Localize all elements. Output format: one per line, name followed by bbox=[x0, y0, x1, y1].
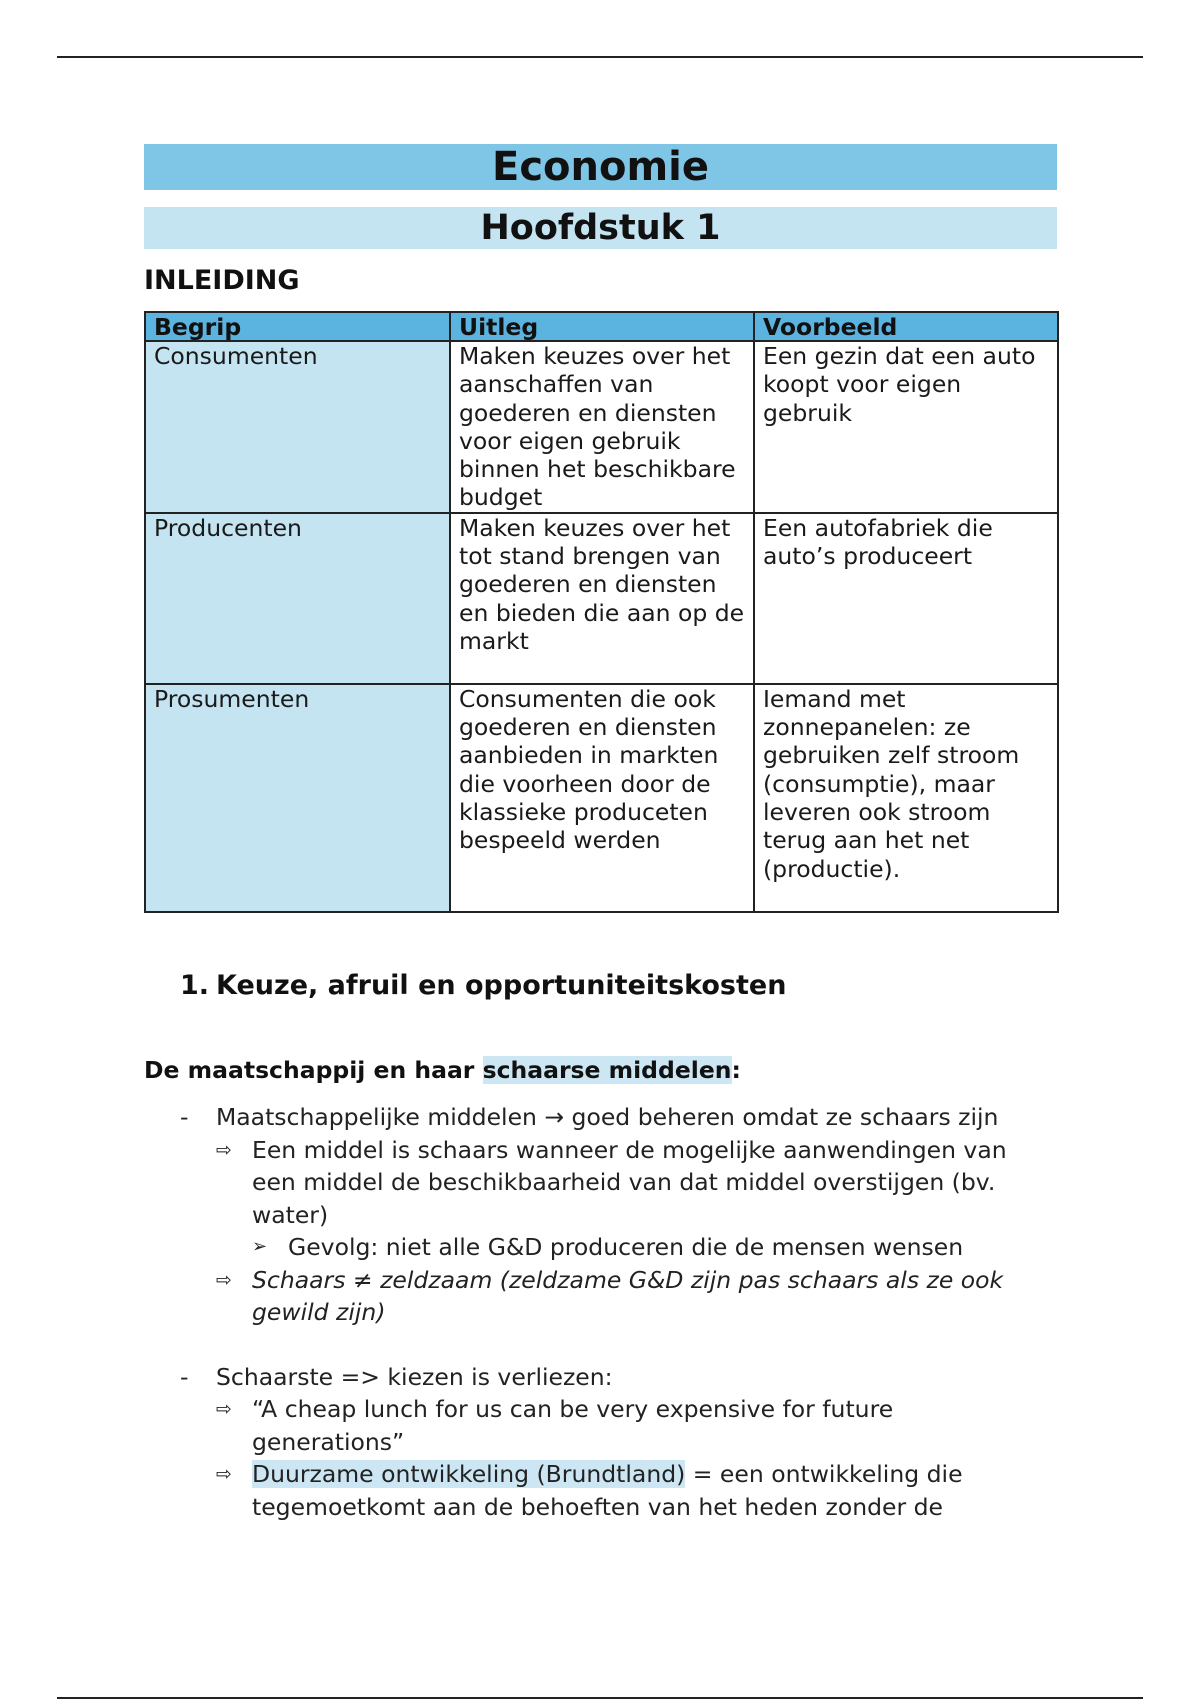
list-item-continuation: gewild zijn) bbox=[252, 1298, 386, 1326]
term-cell: Prosumenten bbox=[145, 684, 450, 912]
list-item bbox=[144, 1134, 1064, 1167]
list-item-continuation: water) bbox=[252, 1200, 329, 1229]
chapter-heading bbox=[180, 968, 786, 1004]
arrow-bullet-icon: ⇨ bbox=[216, 1398, 232, 1420]
list-item-text: Een middel is schaars wanneer de mogelijke aanwendingen van bbox=[252, 1135, 1007, 1164]
header-rule bbox=[57, 56, 1143, 58]
column-header-uitleg: Uitleg bbox=[450, 312, 754, 341]
list-item-text: Gevolg: niet alle G&D produceren die de mensen wensen bbox=[288, 1233, 964, 1261]
arrow-bullet-icon: ⇨ bbox=[216, 1138, 232, 1161]
column-header-begrip: Begrip bbox=[145, 312, 450, 341]
table-header-row bbox=[145, 312, 1058, 341]
table-row bbox=[145, 341, 1058, 513]
arrow-bullet-icon: ⇨ bbox=[216, 1268, 232, 1291]
list-item bbox=[144, 1101, 1064, 1134]
document-subtitle: Hoofdstuk 1 bbox=[144, 207, 1057, 249]
list-item-continuation: een middel de beschikbaarheid van dat middel overstijgen (bv. bbox=[252, 1168, 996, 1196]
list-item-continuation: generations” bbox=[252, 1427, 405, 1456]
list-item-text: = een ontwikkeling die bbox=[685, 1460, 963, 1488]
list-item-continuation: tegemoetkomt aan de behoeften van het heden zonder de bbox=[252, 1492, 944, 1521]
table-row bbox=[145, 513, 1058, 684]
sub-heading-prefix: De maatschappij en haar bbox=[144, 1056, 483, 1084]
dash-bullet-icon: - bbox=[180, 1362, 189, 1391]
explanation-cell: Maken keuzes over het aanschaffen van goederen en diensten voor eigen gebruik binnen het beschikbare budget bbox=[450, 341, 754, 513]
list-item-text: Maatschappelijke middelen → goed beheren omdat ze schaars zijn bbox=[216, 1103, 999, 1131]
document-title: Economie bbox=[144, 144, 1057, 190]
example-cell: Een gezin dat een auto koopt voor eigen gebruik bbox=[754, 341, 1058, 513]
list-item-text: Schaars ≠ zeldzaam (zeldzame G&D zijn pas schaars als ze ook bbox=[252, 1265, 1004, 1294]
list-item bbox=[144, 1458, 1064, 1491]
example-cell: Een autofabriek die auto’s produceert bbox=[754, 513, 1058, 684]
list-item bbox=[144, 1393, 1064, 1426]
list-item-text: Schaarste => kiezen is verliezen: bbox=[216, 1362, 613, 1391]
sub-heading bbox=[144, 1052, 741, 1088]
footer-rule bbox=[57, 1697, 1143, 1699]
arrowhead-bullet-icon: ➢ bbox=[252, 1236, 268, 1257]
explanation-cell: Maken keuzes over het tot stand brengen van goederen en diensten en bieden die aan op de markt bbox=[450, 513, 754, 684]
sub-heading-suffix: : bbox=[731, 1056, 741, 1084]
list-item-text: “A cheap lunch for us can be very expensive for future bbox=[252, 1395, 894, 1423]
chapter-title: Keuze, afruil en opportuniteitskosten bbox=[216, 970, 787, 1001]
arrow-bullet-icon: ⇨ bbox=[216, 1463, 232, 1485]
term-cell: Consumenten bbox=[145, 341, 450, 513]
column-header-voorbeeld: Voorbeeld bbox=[754, 312, 1058, 341]
list-item bbox=[144, 1361, 1064, 1394]
dash-bullet-icon: - bbox=[180, 1103, 189, 1131]
bullet-list bbox=[144, 1101, 1064, 1523]
list-item bbox=[144, 1264, 1064, 1297]
highlighted-term: Duurzame ontwikkeling (Brundtland) bbox=[252, 1460, 686, 1488]
section-heading: INLEIDING bbox=[144, 265, 300, 296]
highlighted-term: schaarse middelen bbox=[482, 1056, 732, 1084]
term-cell: Producenten bbox=[145, 513, 450, 684]
document-body bbox=[144, 144, 1057, 913]
list-item bbox=[144, 1231, 1064, 1264]
chapter-number: 1. bbox=[180, 970, 210, 1001]
table-row bbox=[145, 684, 1058, 912]
example-cell: Iemand met zonnepanelen: ze gebruiken zelf stroom (consumptie), maar leveren ook stroom terug aan het net (productie). bbox=[754, 684, 1058, 912]
explanation-cell: Consumenten die ook goederen en diensten aanbieden in markten die voorheen door de klassieke produceten bespeeld werden bbox=[450, 684, 754, 912]
terms-table bbox=[144, 311, 1059, 913]
